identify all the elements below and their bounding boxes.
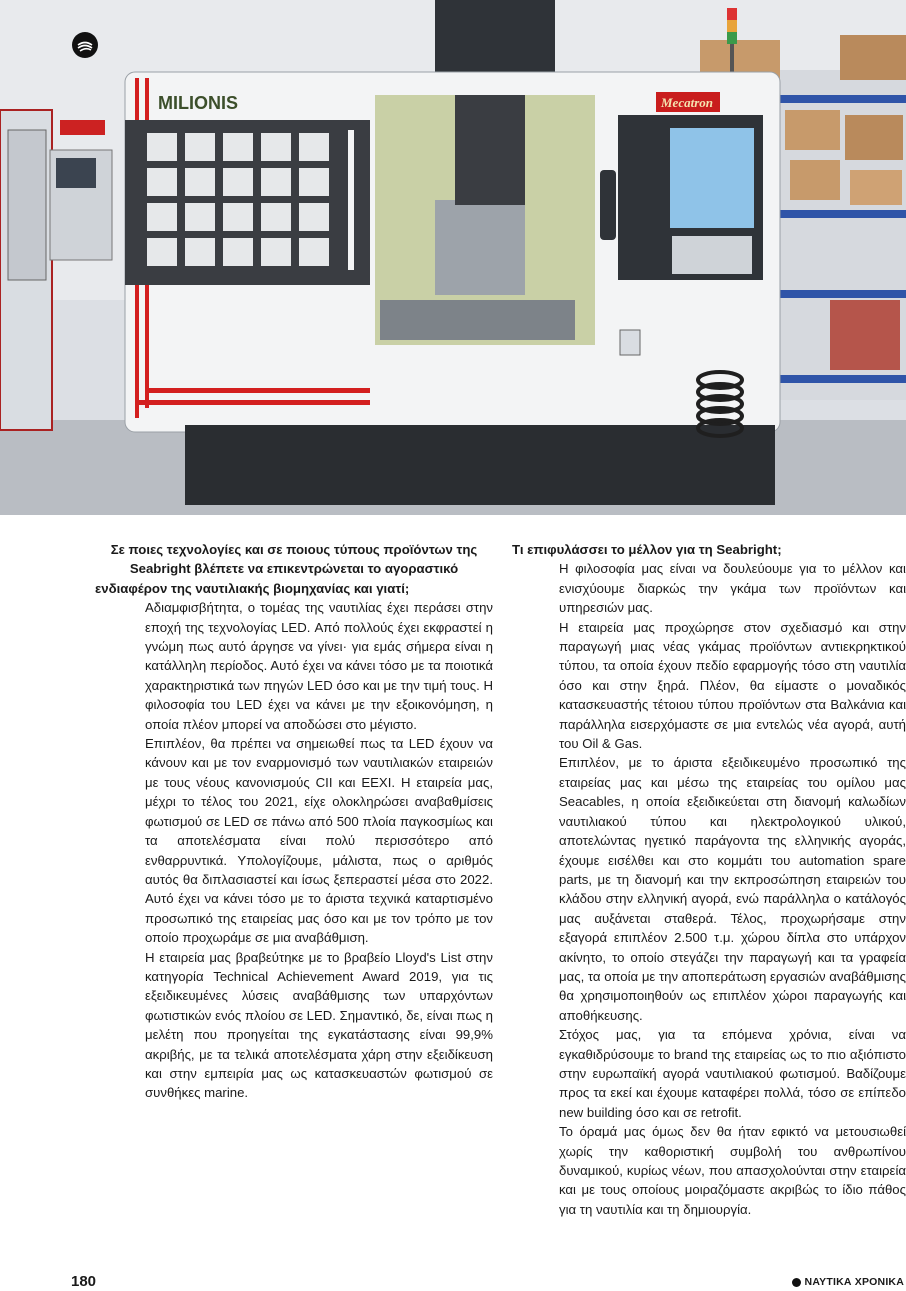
answer-paragraph: Η εταιρεία μας προχώρησε στον σχεδιασμό και στην παραγωγή μιας νέας γκάμας προϊόντων αντιεκρηκτικού τύπου, τα οποία έχουν πεδίο εφαρμογής τόσο στη ναυτιλία όσο και στην ξηρά. Πλέον, θα είμαστε ο μοναδικός κατασκευαστής τέτοιου τύπου προϊόντων στα Βαλκάνια και παράλληλα εισερχόμαστε σε μια εντελώς νέα αγορά, αυτή του Oil & Gas. — [559, 619, 906, 752]
answer-paragraph: Η εταιρεία μας βραβεύτηκε με το βραβείο Lloyd's List στην κατηγορία Technical Achievement Award 2019, για τις εξειδικευμένες λύσεις αναβάθμισης των υπαρχόντων φωτιστικών ενός πλοίου σε LED. Σημαντικό, δε, είναι πως η μελέτη που προηγείται της εγκατάστασης είναι 99,9% ακριβής, με τα τελικά αποτελέσματα χάρη στην εξειδίκευση και στην εμπειρία μας ως κατασκευαστών φωτισμού σε συνθήκες marine. — [145, 949, 493, 1101]
article-right-column — [512, 540, 906, 1219]
machine-brand-text: MILIONIS — [158, 93, 238, 113]
footer-publication — [792, 1276, 904, 1288]
publication-icon — [792, 1278, 801, 1287]
interview-question: Σε ποιες τεχνολογίες και σε ποιους τύπους προϊόντων της Seabright βλέπετε να επικεντρώνεται το αγοραστικό ενδιαφέρον της ναυτιλιακής βιομηχανίας και γιατί; — [95, 542, 478, 596]
article-left-column — [95, 540, 493, 1103]
answer-paragraph: Επιπλέον, με το άριστα εξειδικευμένο προσωπικό της εταιρείας μας και μέσω της εταιρείας του ομίλου μας Seacables, η οποία εξειδικεύεται στη διανομή καλωδίων ναυτιλιακού τύπου και ηλεκτρολογικού υλικού, αποτελώντας ηγετικό παράγοντα της ελληνικής αγοράς, έχουμε εισέλθει και στο κομμάτι του automation spare parts, με τη διανομή και την εκπροσώπηση εταιρειών του κλάδου στην ελληνική αγορά, ενώ παράλληλα ο κατάλογός μας αυξάνεται σταθερά. Τέλος, προχωρήσαμε στην εξαγορά επιπλέον 2.500 τ.μ. χώρου δίπλα στο υπάρχον ακίνητο, το οποίο στεγάζει την παραγωγή και τα γραφεία μας, τα οποία με την αποπεράτωση εργασιών αναβάθμισης θα χρησιμοποιηθούν ως επιπλέον χώροι παραγωγής και αποθήκευσης. — [559, 755, 906, 1023]
interview-question: Τι επιφυλάσσει το μέλλον για τη Seabright; — [512, 542, 782, 557]
article-photo — [0, 0, 906, 515]
page-number: 180 — [71, 1273, 97, 1290]
answer-paragraph: Στόχος μας, για τα επόμενα χρόνια, είναι να εγκαθιδρύσουμε το brand της εταιρείας ως το πιο αξιόπιστο στην ευρωπαϊκή αγορά ναυτιλιακού φωτισμού. Βαδίζουμε προς τα εκεί και έχουμε καταφέρει πολλά, τόσο σε επίπεδο new building όσο και σε retrofit. — [559, 1027, 906, 1120]
publication-name: ΝΑΥΤΙΚΑ ΧΡΟΝΙΚΑ — [804, 1276, 904, 1288]
answer-paragraph: Η φιλοσοφία μας είναι να δουλεύουμε για το μέλλον και ενισχύουμε διαρκώς την γκάμα των προϊόντων και υπηρεσιών μας. — [559, 561, 906, 616]
answer-paragraph: Αδιαμφισβήτητα, ο τομέας της ναυτιλίας έχει περάσει στην εποχή της τεχνολογίας LED. Από πολλούς έχει εκφραστεί η γνώμη πως αυτό άργησε να γίνει· για εμάς σήμερα είναι η κατάλληλη περίοδος. Αυτό έχει να κάνει τόσο με τα ποιοτικά χαρακτηριστικά των πηγών LED όσο και με την τιμή τους. Η φιλοσοφία του LED έχει να κάνει με την εξοικονόμηση, η οποία πλέον μπορεί να αποδώσει στο μέγιστο. — [145, 600, 493, 732]
answer-paragraph: Το όραμά μας όμως δεν θα ήταν εφικτό να μετουσιωθεί χωρίς την καθοριστική συμβολή του ανθρωπίνου δυναμικού, κυρίως νέων, που απασχολούνται στην εταιρεία και με τους οποίους μοιραζόμαστε ακριβώς το ίδιο πάθος για τη ναυτιλία και τη δημιουργία. — [559, 1124, 906, 1217]
answer-paragraph: Επιπλέον, θα πρέπει να σημειωθεί πως τα LED έχουν να κάνουν και με τον εναρμονισμό των ναυτιλιακών εταιρειών με τους νέους κανονισμούς CII και EEXI. Η εταιρεία μας, μέχρι το τέλος του 2021, είχε ολοκληρώσει αναβαθμίσεις φωτισμού σε LED σε πάνω από 500 πλοία παγκοσμίως και τα αποτελέσματα είναι πολύ περισσότερο από ενθαρρυντικά. Υπολογίζουμε, μάλιστα, πως ο αριθμός αυτός θα διπλασιαστεί και ίσως ξεπεραστεί μέσα στο 2022. Αυτό έχει να κάνει τόσο με το άριστα τεχνικά καταρτισμένο προσωπικό της εταιρείας μας όσο και με τον τρόπο με τον οποίο προχωράμε σε μια αναβάθμιση. — [145, 736, 493, 946]
control-brand-text: Mecatron — [661, 95, 713, 110]
publication-logo-icon — [72, 32, 98, 58]
